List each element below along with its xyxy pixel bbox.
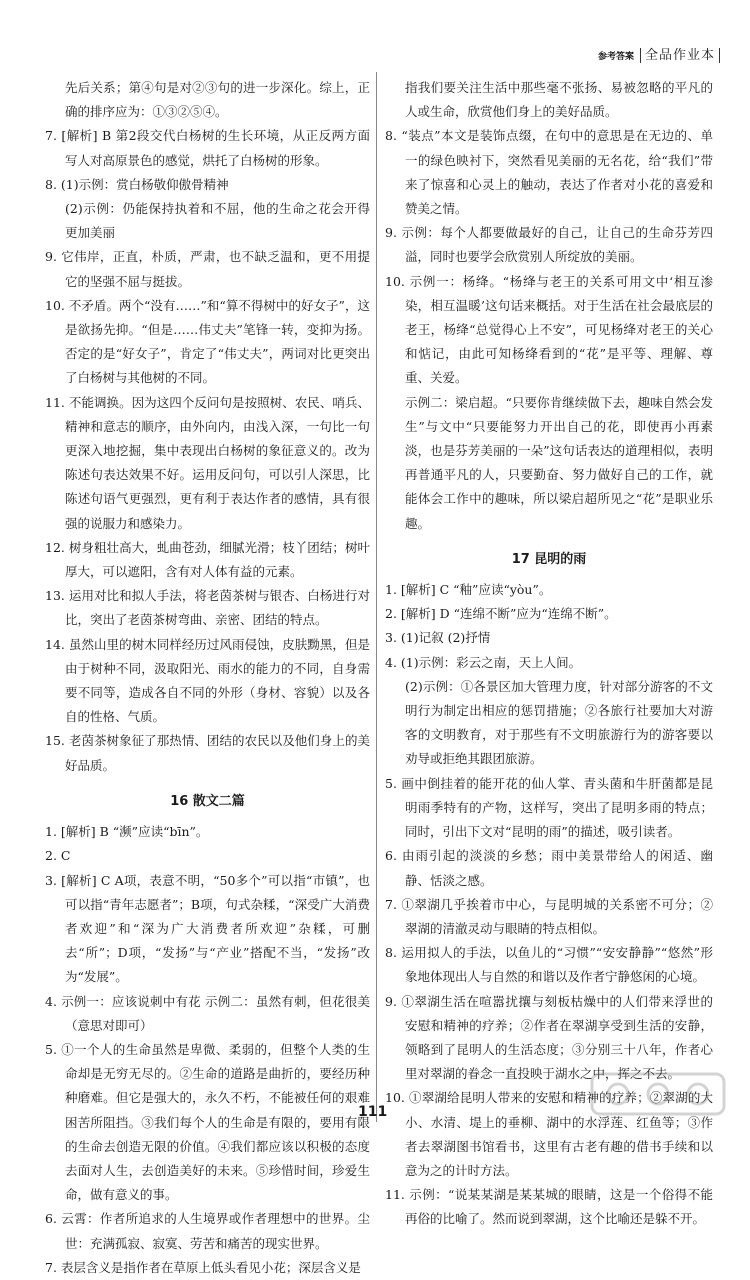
answer-item: 10. 不矛盾。两个“没有……”和“算不得树中的好女子”，这是欲扬先抑。“但是……伟丈夫”笔锋一转，变抑为扬。否定的是“好女子”，肯定了“伟丈夫”，两词对比更突出了白杨树与其他树的不同。 (45, 297, 370, 386)
page-number: 111 (358, 1104, 388, 1120)
answer-item: 4. 示例一：应该说刺中有花 示例二：虽然有刺，但花很美（意思对即可） (45, 993, 370, 1033)
header-book-title: 全品作业本 (640, 48, 720, 63)
page-header (598, 44, 720, 63)
answer-item: 13. 运用对比和拟人手法，将老茵茶树与银杏、白杨进行对比，突出了老茵茶树弯曲、亲密、团结的特点。 (45, 588, 370, 628)
answer-item: 5. 画中倒挂着的能开花的仙人掌、青头菌和牛肝菌都是昆明雨季特有的产物，这样写，突出了昆明多雨的特点；同时，引出下文对“昆明的雨”的描述，吸引读者。 (385, 775, 713, 840)
answer-item: 示例二：梁启超。“只要你肯继续做下去，趣味自然会发生”与文中“只要能努力开出自己的花，即使再小再素淡，也是芬芳美丽的一朵”这句话表达的道理相似，表明再普通平凡的人，只要勤奋、努力做好自己的工作，就能体会工作中的趣味，所以梁启超所见之“花”是职业乐趣。 (405, 394, 713, 531)
answer-item: 4. (1)示例：彩云之南，天上人间。 (385, 654, 582, 670)
answer-item: 12. 树身粗壮高大，虬曲苍劲，细腻光滑；枝丫团结；树叶厚大，可以遮阳，含有对人体有益的元素。 (45, 539, 370, 580)
right-column (385, 76, 713, 1232)
answer-item: 7. ①翠湖几乎挨着市中心，与昆明城的关系密不可分；②翠湖的清澈灵动与眼睛的特点相似。 (385, 896, 713, 936)
answer-item: 8. (1)示例：赏白杨敬仰傲骨精神 (45, 176, 229, 192)
answer-item: 8. 运用拟人的手法，以鱼儿的“习惯”“安安静静”“悠然”形象地体现出人与自然的和谐以及作者宁静悠闲的心境。 (385, 945, 713, 985)
answer-item: 2. [解析] D “连绵不断”应为“连绵不断”。 (385, 606, 617, 622)
answer-item: 14. 虽然山里的树木同样经历过风雨侵蚀，皮肤黝黑，但是由于树种不同，汲取阳光、雨水的能力的不同，自身需要不同等，造成各自不同的外形（身材、容貌）以及各自的性格、气质。 (45, 636, 370, 725)
section-title: 16 散文二篇 (170, 793, 245, 809)
answer-item: 6. 云霄：作者所追求的人生境界或作者理想中的世界。尘世：充满孤寂、寂寞、劳苦和痛苦的现实世界。 (45, 1211, 370, 1251)
watermark-logo (588, 1070, 728, 1132)
answer-item: 7. 表层含义是指作者在草原上低头看见小花；深层含义是 (45, 1259, 361, 1275)
answer-item: 1. [解析] C “釉”应读“yòu”。 (385, 582, 552, 598)
answer-item: 8. “装点”本文是装饰点缀，在句中的意思是在无边的、单一的绿色映衬下，突然看见美丽的无名花，给“我们”带来了惊喜和心灵上的触动，表达了作者对小花的喜爱和赞美之情。 (385, 128, 713, 217)
section-title: 17 昆明的雨 (511, 551, 587, 567)
answer-item: 7. [解析] B 第2段交代白杨树的生长环境，从正反两方面写人对高原景色的感觉，烘托了白杨树的形象。 (45, 128, 370, 168)
answer-item: 11. 不能调换。因为这四个反问句是按照树、农民、哨兵、精神和意志的顺序，由外向内，由浅入深，一句比一句更深入地挖掘，集中表现出白杨树的象征意义的。改为陈述句表达效果不好。运用反问句，可以引人深思，比陈述句语气更强烈，更有利于表达作者的感情，具有很强的说服力和感染力。 (45, 394, 370, 531)
answer-item: 9. 它伟岸，正直，朴质，严肃，也不缺乏温和，更不用提它的坚强不屈与挺拔。 (45, 249, 370, 289)
answer-item: 15. 老茵茶树象征了那热情、团结的农民以及他们身上的美好品质。 (45, 733, 370, 773)
answer-item: 指我们要关注生活中那些毫不张扬、易被忽略的平凡的人或生命，欣赏他们身上的美好品质。 (405, 80, 713, 120)
answer-item: (2)示例：仍能保持执着和不屈，他的生命之花会开得更加美丽 (65, 201, 370, 241)
column-divider (376, 72, 377, 1122)
answer-item: 先后关系；第④句是对②③句的进一步深化。综上，正确的排序应为：①③②⑤④。 (65, 80, 370, 120)
answer-item: 1. [解析] B “濒”应读“bīn”。 (45, 824, 209, 840)
answer-item: 11. 示例：“说某某湖是某某城的眼睛，这是一个俗得不能再俗的比喻了。然而说到翠湖，这个比喻还是躲不开。 (385, 1187, 713, 1227)
answer-item: 5. ①一个人的生命虽然是卑微、柔弱的，但整个人类的生命却是无穷无尽的。②生命的道路是曲折的，要经历种种磨难。但它是强大的，永久不朽，不能被任何的艰难困苦所阻挡。③我们每个人的生命是有限的，要用有限的生命去创造无限的价值。④我们都应该以积极的态度去面对人生，去创造美好的未来。⑤珍惜时间，珍爱生命，做有意义的事。 (45, 1041, 370, 1203)
answer-item: (2)示例：①各景区加大管理力度，针对部分游客的不文明行为制定出相应的惩罚措施；②各旅行社要加大对游客的文明教育，对于那些有不文明旅游行为的游客要以劝导或拒绝其跟团旅游。 (405, 678, 713, 767)
header-answer-label: 参考答案 (597, 52, 634, 62)
answer-item: 6. 由雨引起的淡淡的乡愁；雨中美景带给人的闲适、幽静、恬淡之感。 (385, 848, 713, 888)
answer-item: 3. (1)记叙 (2)抒情 (385, 630, 491, 646)
answer-item: 3. [解析] C A项，表意不明，“50多个”可以指“市镇”，也可以指“青年志愿者”；B项，句式杂糅，“深受广大消费者欢迎”和“深为广大消费者所欢迎”杂糅，可删去“所”；D项，“发扬”与“产业”搭配不当，“发扬”改为“发展”。 (45, 872, 370, 985)
answer-item: 2. C (45, 848, 71, 864)
answer-item: 10. 示例一：杨绛。“杨绛与老王的关系可用文中‘相互渗染，相互温暖’这句话来概括。对于生活在社会最底层的老王，杨绛“总觉得心上不安”，可见杨绛对老王的关心和惦记，由此可知杨绛看到的“花”是平等、理解、尊重、关爱。 (385, 273, 713, 386)
answer-item: 9. ①翠湖生活在喧嚣扰攘与刻板枯燥中的人们带来浮世的安慰和精神的疗养；②作者在翠湖享受到生活的安静，领略到了昆明人的生活态度；③分别三十八年，作者心里对翠湖的眷念一直投映于湖水之中，挥之不去。 (385, 993, 713, 1082)
answer-item: 10. ①翠湖给昆明人带来的安慰和精神的疗养；②翠湖的大小、水清、堤上的垂柳、湖中的水浮莲、红鱼等；③作者去翠湖图书馆看书，这里有古老有趣的借书手续和以意为之的计时方法。 (385, 1090, 713, 1178)
answer-item: 9. 示例：每个人都要做最好的自己，让自己的生命芬芳四溢，同时也要学会欣赏别人所绽放的美丽。 (385, 225, 713, 265)
left-column (45, 76, 370, 1280)
